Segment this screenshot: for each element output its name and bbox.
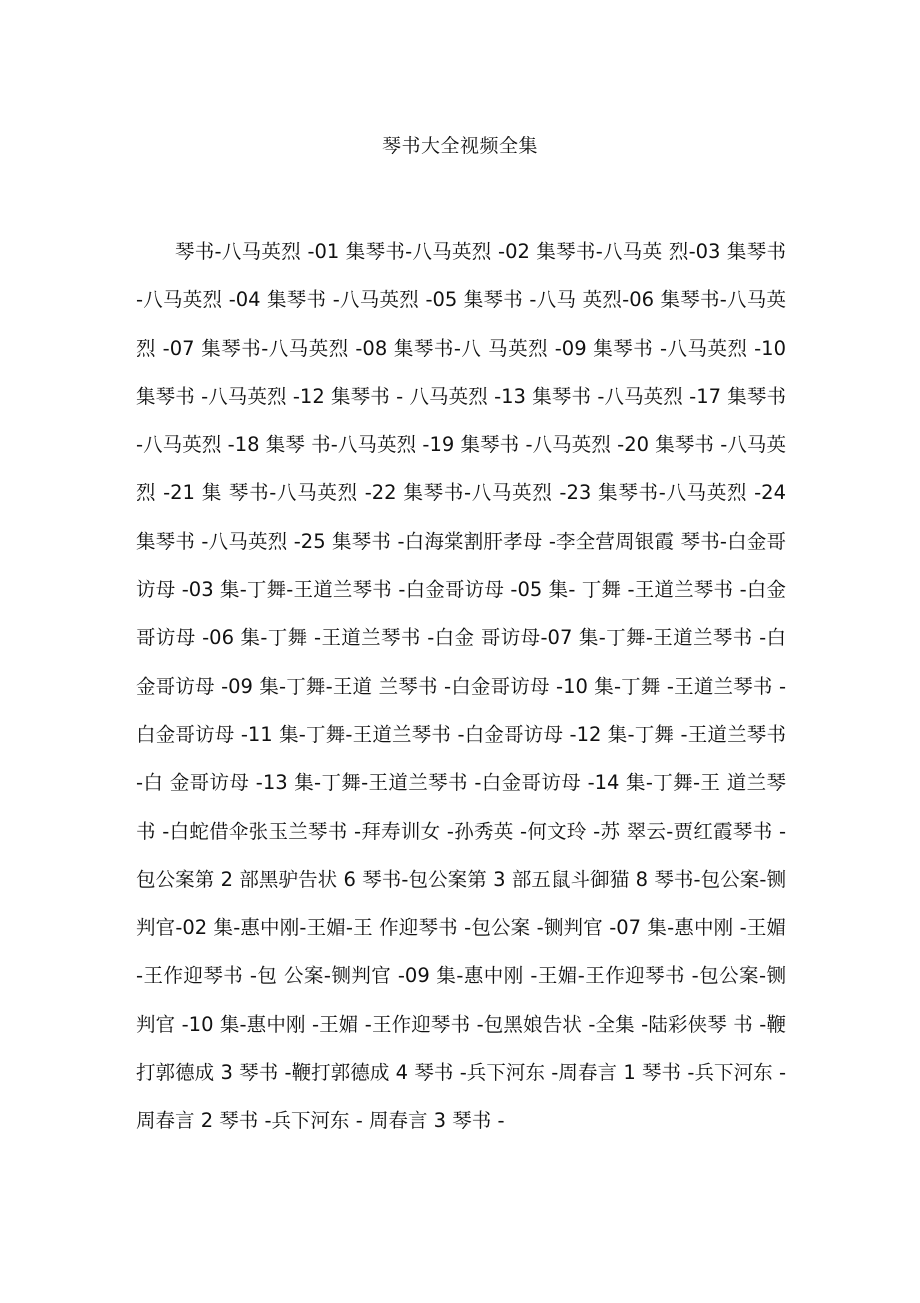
document-body-paragraph: 琴书-八马英烈 -01 集琴书-八马英烈 -02 集琴书-八马英 烈-03 集琴书 -八马英烈 -04 集琴书 -八马英烈 -05 集琴书 -八马 英烈-06 集琴书-八马英烈 -07 集琴书-八马英烈 -08 集琴书-八 马英烈 -09 集琴书 -八马英烈 -10 集琴书 -八马英烈 -12 集琴书 - 八马英烈 -13 集琴书 -八马英烈 -17 集琴书 -八马英烈 -18 集琴 书-八马英烈 -19 集琴书 -八马英烈 -20 集琴书 -八马英烈 -21 集 琴书-八马英烈 -22 集琴书-八马英烈 -23 集琴书-八马英烈 -24 集琴书 -八马英烈 -25 集琴书 -白海棠割肝孝母 -李全营周银霞 琴书-白金哥访母 -03 集-丁舞-王道兰琴书 -白金哥访母 -05 集- 丁舞 -王道兰琴书 -白金哥访母 -06 集-丁舞 -王道兰琴书 -白金 哥访母-07 集-丁舞-王道兰琴书 -白金哥访母 -09 集-丁舞-王道 兰琴书 -白金哥访母 -10 集-丁舞 -王道兰琴书 -白金哥访母 -11 集-丁舞-王道兰琴书 -白金哥访母 -12 集-丁舞 -王道兰琴书 -白 金哥访母 -13 集-丁舞-王道兰琴书 -白金哥访母 -14 集-丁舞-王 道兰琴书 -白蛇借伞张玉兰琴书 -拜寿训女 -孙秀英 -何文玲 -苏 翠云-贾红霞琴书 -包公案第 2 部黑驴告状 6 琴书-包公案第 3 部五鼠斗御猫 8 琴书-包公案-铡判官-02 集-惠中刚-王媚-王 作迎琴书 -包公案 -铡判官 -07 集-惠中刚 -王媚 -王作迎琴书 -包 公案-铡判官 -09 集-惠中刚 -王媚-王作迎琴书 -包公案-铡判官 -10 集-惠中刚 -王媚 -王作迎琴书 -包黑娘告状 -全集 -陆彩侠琴 书 -鞭打郭德成 3 琴书 -鞭打郭德成 4 琴书 -兵下河东 -周春言 1 琴书 -兵下河东 - 周春言 2 琴书 -兵下河东 - 周春言 3 琴书 - — [136, 240, 786, 1133]
document-title: 琴书大全视频全集 — [381, 135, 538, 157]
